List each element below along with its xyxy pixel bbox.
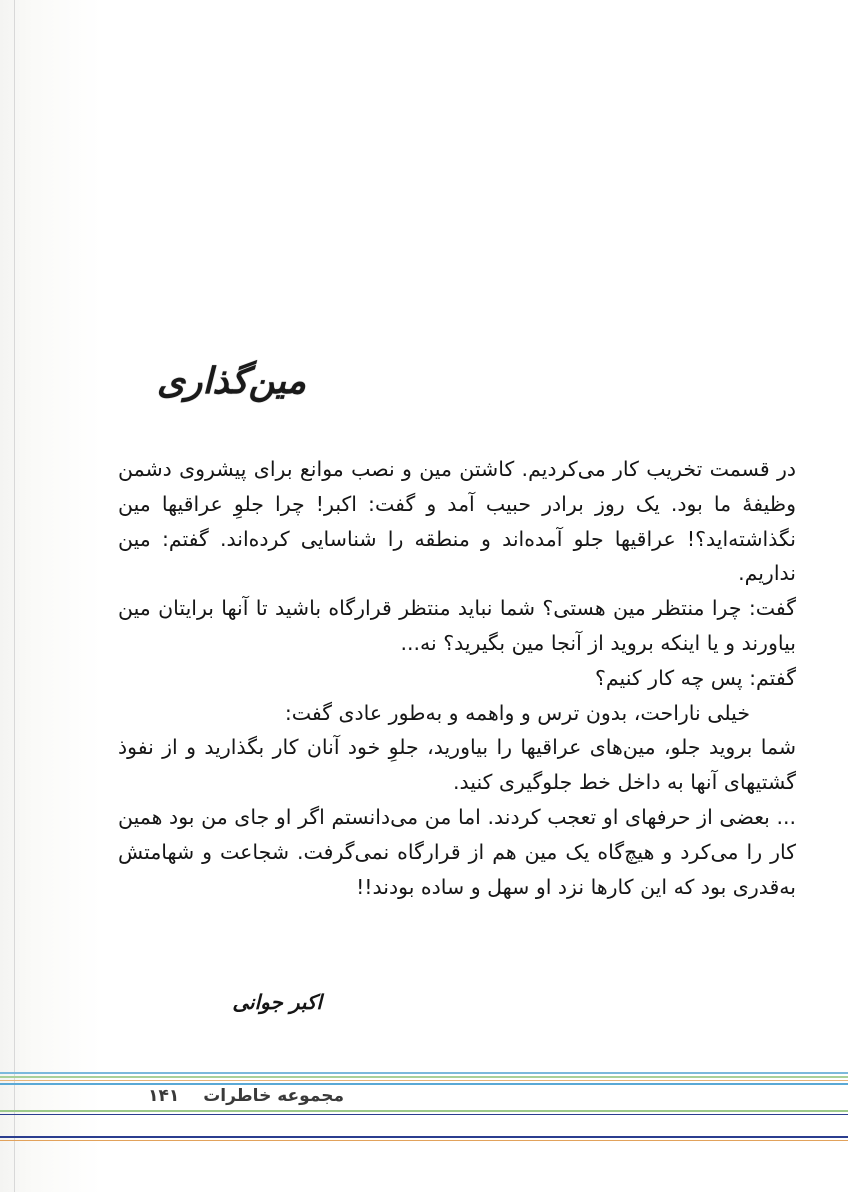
footer-rule [0,1140,848,1141]
paragraph-6: ... بعضی از حرفهای او تعجب کردند. اما من می‌دانستم اگر او جای من بود همین کار را می‌کرد و هیچ‌گاه یک مین هم از قرارگاه نمی‌گرفت. شجاعت و شهامتش به‌قدری بود که این کارها نزد او سهل و ساده بودند!! [118,804,796,899]
footer-rule [0,1072,848,1074]
paragraph-3: گفتم: پس چه کار کنیم؟ [595,665,796,690]
footer-rule [0,1110,848,1112]
paragraph-5: شما بروید جلو، مین‌های عراقیها را بیاورید، جلوِ خود آنان کار بگذارید و از نفوذ گشتیهای آنها به داخل خط جلوگیری کنید. [118,735,796,795]
paragraph-2: گفت: چرا منتظر مین هستی؟ شما نباید منتظر قرارگاه باشید تا آنها برایتان مین بیاورند و یا اینکه بروید از آنجا مین بگیرید؟ نه... [118,596,796,655]
footer-rule [0,1136,848,1138]
story-body [118,452,796,904]
footer-rule [0,1076,848,1078]
chapter-title: مین‌گذاری [156,360,306,402]
paragraph-4: خیلی ناراحت، بدون ترس و واهمه و به‌طور عادی گفت: [284,700,750,725]
page-binding-edge [14,0,15,1192]
author-signature: اکبر جوانی [232,990,322,1014]
page-number: ۱۴۱ [148,1086,180,1106]
footer-label [124,1086,344,1106]
footer-rule [0,1083,848,1085]
paragraph-1: در قسمت تخریب کار می‌کردیم. کاشتن مین و نصب موانع برای پیشروی دشمن وظیفهٔ ما بود. یک روز برادر حبیب آمد و گفت: اکبر! چرا جلوِ عراقیها مین نگذاشته‌اید؟! عراقیها جلو آمده‌اند و منطقه را شناسایی کرده‌اند. گفتم: مین نداریم. [118,457,796,586]
footer-rule [0,1114,848,1115]
collection-title: مجموعه خاطرات [203,1086,344,1106]
footer-rule [0,1080,848,1081]
